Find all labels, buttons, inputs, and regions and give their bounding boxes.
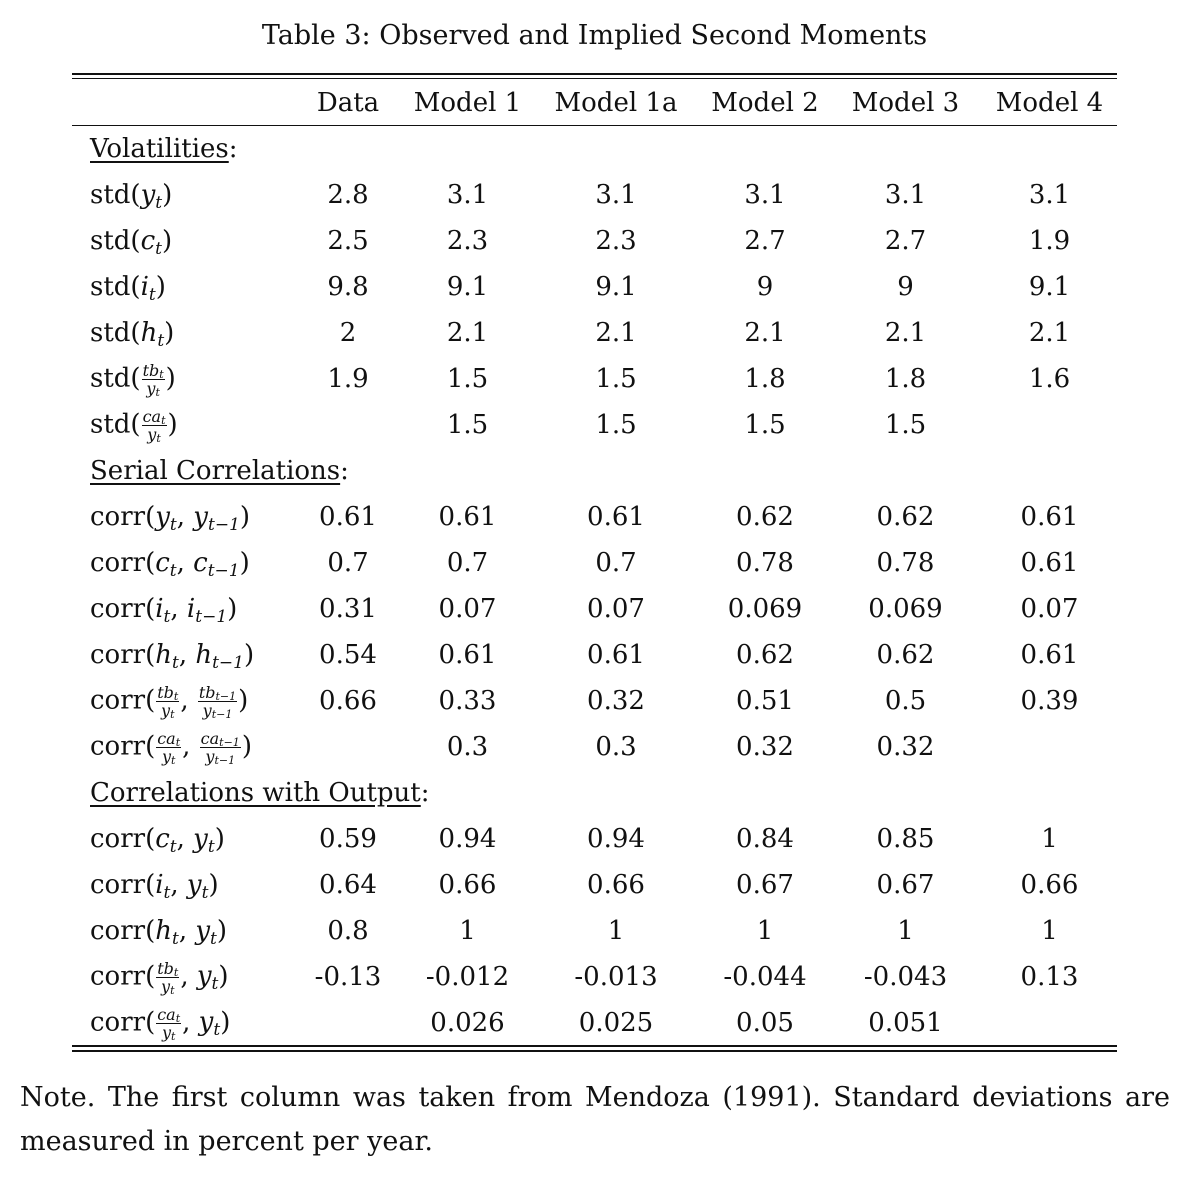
- table-cell: [982, 1000, 1117, 1046]
- table-cell: 1: [607, 916, 625, 946]
- table-cell: 2: [339, 318, 357, 348]
- table-cell: 0.026: [430, 1008, 505, 1038]
- row-label: corr( $\frac{ca_t}{y_t}$ , $\frac{ca_{t-1}}{y_{t-1}}$ ): [90, 728, 252, 767]
- table-cell: [292, 724, 404, 770]
- table-row: [72, 264, 1117, 310]
- table-cell: 1.5: [595, 364, 637, 394]
- table-cell: 0.3: [446, 732, 489, 762]
- table-cell: 0.62: [736, 640, 794, 670]
- section-row-volatilities: [72, 126, 1117, 172]
- table-cell: 0.32: [736, 732, 794, 762]
- table-row: [72, 678, 1117, 724]
- section-row-serial: [72, 448, 1117, 494]
- table-cell: 0.61: [438, 502, 497, 532]
- table-cell: 0.32: [587, 686, 645, 716]
- table-row: [72, 586, 1117, 632]
- table-cell: 9.1: [595, 272, 637, 302]
- table-cell: 0.67: [876, 870, 935, 900]
- table-cell: [292, 1000, 404, 1046]
- table-row: [72, 494, 1117, 540]
- table-cell: 2.3: [595, 226, 637, 256]
- table-cell: 9.1: [1028, 272, 1071, 302]
- table-cell: 9: [756, 272, 774, 302]
- header-model-1: Model 1: [413, 87, 522, 118]
- table-cell: 3.1: [1028, 180, 1071, 210]
- table-row: [72, 218, 1117, 264]
- table-cell: 0.13: [1020, 962, 1079, 992]
- table-cell: 0.33: [438, 686, 497, 716]
- table-cell: 0.94: [587, 824, 645, 854]
- table-cell: 3.1: [884, 180, 927, 210]
- table-cell: 0.61: [587, 640, 645, 670]
- table-cell: 9.1: [446, 272, 489, 302]
- table-cell: 0.051: [868, 1008, 943, 1038]
- table-row: [72, 816, 1117, 862]
- table-row: [72, 862, 1117, 908]
- table-cell: 1.9: [1028, 226, 1071, 256]
- header-model-1a: Model 1a: [554, 87, 678, 118]
- table-cell: 0.07: [438, 594, 497, 624]
- table-row: [72, 724, 1117, 770]
- table-cell: 1.9: [327, 364, 369, 394]
- table-cell: 1.5: [446, 410, 489, 440]
- table-cell: 0.069: [868, 594, 943, 624]
- section-volatilities: Volatilities:: [90, 134, 238, 164]
- table-cell: 0.84: [736, 824, 794, 854]
- table-row: [72, 402, 1117, 448]
- header-model-4: Model 4: [995, 87, 1104, 118]
- table-cell: 0.7: [595, 548, 637, 578]
- header-data: Data: [316, 87, 380, 118]
- row-label: $corr(h_t$, $y_t$): [90, 916, 228, 949]
- table-cell: -0.043: [863, 962, 948, 992]
- table-cell: 2.7: [884, 226, 927, 256]
- table-cell: 0.8: [327, 916, 369, 946]
- row-label: $std(c_t)$: [90, 226, 173, 259]
- section-correlations-with-output: Correlations with Output:: [90, 778, 430, 808]
- table-cell: 1: [1041, 824, 1058, 854]
- table-note: Note. The first column was taken from Mendoza (1991). Standard deviations are measured in percent per year.: [20, 1082, 1170, 1157]
- section-serial-correlations: Serial Correlations:: [90, 456, 349, 486]
- table-cell: 0.59: [319, 824, 377, 854]
- table-cell: 0.32: [876, 732, 935, 762]
- row-label: $std(h_t)$: [90, 318, 175, 351]
- table-cell: 1.5: [446, 364, 489, 394]
- table-row: [72, 540, 1117, 586]
- table-row: [72, 172, 1117, 218]
- table-cell: 2.3: [446, 226, 489, 256]
- table-row: [72, 632, 1117, 678]
- table-cell: 0.05: [736, 1008, 794, 1038]
- row-label: $std(i_t)$: [90, 272, 166, 305]
- row-label: corr( $\frac{tb_t}{y_t}$ , $y_t$): [90, 958, 229, 997]
- table-cell: 0.66: [587, 870, 645, 900]
- table-cell: 0.7: [327, 548, 369, 578]
- table-cell: 0.54: [319, 640, 377, 670]
- moments-table: [72, 79, 1117, 1046]
- table-caption: Table 3: Observed and Implied Second Moments: [261, 20, 928, 51]
- table-cell: 0.7: [446, 548, 489, 578]
- row-label: $corr(c_t$, $y_t$): [90, 824, 225, 857]
- table-cell: 0.07: [1020, 594, 1079, 624]
- table-row: [72, 954, 1117, 1000]
- table-cell: -0.012: [425, 962, 510, 992]
- header-model-3: Model 3: [851, 87, 960, 118]
- table-cell: 1.5: [595, 410, 637, 440]
- table-cell: 0.62: [876, 640, 935, 670]
- table-cell: 1.5: [884, 410, 927, 440]
- table-cell: 0.61: [1020, 640, 1079, 670]
- table-cell: 1.8: [744, 364, 786, 394]
- row-label: $std(y_t)$: [90, 180, 173, 213]
- top-rule-1: [72, 73, 1117, 75]
- table-cell: 2.1: [446, 318, 489, 348]
- table-cell: -0.013: [574, 962, 658, 992]
- table-cell: 1: [1041, 916, 1058, 946]
- table-cell: 0.66: [438, 870, 497, 900]
- table-cell: 1: [897, 916, 914, 946]
- table-cell: 2.1: [595, 318, 637, 348]
- table-cell: -0.044: [723, 962, 807, 992]
- row-label: corr( $\frac{ca_t}{y_t}$ , $y_t$): [90, 1004, 231, 1043]
- table-cell: 1: [756, 916, 774, 946]
- table-cell: 1.6: [1028, 364, 1071, 394]
- table-row: [72, 310, 1117, 356]
- table-cell: 0.61: [319, 502, 377, 532]
- table-cell: 2.1: [884, 318, 927, 348]
- table-cell: [982, 724, 1117, 770]
- table-cell: 2.1: [744, 318, 786, 348]
- table-cell: 1: [459, 916, 476, 946]
- table-cell: 0.78: [876, 548, 935, 578]
- table-cell: 0.61: [438, 640, 497, 670]
- table-cell: 0.5: [884, 686, 927, 716]
- table-cell: 0.67: [736, 870, 794, 900]
- section-row-output: [72, 770, 1117, 816]
- table-cell: 0.85: [876, 824, 935, 854]
- table-cell: 0.66: [1020, 870, 1079, 900]
- table-cell: 0.61: [587, 502, 645, 532]
- table-cell: 2.1: [1028, 318, 1071, 348]
- table-cell: 2.7: [744, 226, 786, 256]
- table-cell: -0.13: [314, 962, 382, 992]
- row-label: std( $\frac{tb_t}{y_t}$ ): [90, 360, 176, 399]
- table-cell: 0.61: [1020, 502, 1079, 532]
- table-cell: 0.069: [727, 594, 803, 624]
- table-cell: 3.1: [446, 180, 489, 210]
- table-row: [72, 356, 1117, 402]
- row-label: $corr(h_t$, $h_{t-1}$): [90, 640, 255, 673]
- header-row: [72, 79, 1117, 126]
- table-cell: 0.94: [438, 824, 497, 854]
- table-cell: 2.8: [327, 180, 369, 210]
- table-cell: [982, 402, 1117, 448]
- table-cell: 0.66: [319, 686, 377, 716]
- table-cell: 2.5: [327, 226, 369, 256]
- table-cell: 1.5: [744, 410, 786, 440]
- table-cell: [292, 402, 404, 448]
- table-cell: 9.8: [327, 272, 369, 302]
- row-label: $corr(i_t$, $i_{t-1}$): [90, 594, 238, 627]
- header-model-2: Model 2: [711, 87, 819, 118]
- header-blank: [72, 79, 292, 126]
- table-cell: 0.07: [587, 594, 645, 624]
- row-label: std( $\frac{ca_t}{y_t}$ ): [90, 406, 178, 445]
- table-cell: 3.1: [744, 180, 786, 210]
- row-label: corr( $\frac{tb_t}{y_t}$ , $\frac{tb_{t-1}}{y_{t-1}}$ ): [90, 682, 249, 721]
- table-cell: 0.31: [319, 594, 377, 624]
- table-row: [72, 908, 1117, 954]
- row-label: $corr(y_t$, $y_{t-1}$): [90, 502, 251, 535]
- table-cell: 0.025: [578, 1008, 654, 1038]
- table-cell: 0.62: [876, 502, 935, 532]
- table-cell: 0.51: [736, 686, 794, 716]
- table-row: [72, 1000, 1117, 1046]
- row-label: $corr(c_t$, $c_{t-1}$): [90, 548, 250, 581]
- row-label: $corr(i_t$, $y_t$): [90, 870, 219, 903]
- table-cell: 0.64: [319, 870, 377, 900]
- table-cell: 3.1: [595, 180, 637, 210]
- table-cell: 0.78: [736, 548, 794, 578]
- table-cell: 9: [897, 272, 914, 302]
- table-cell: 0.3: [595, 732, 637, 762]
- table-cell: 1.8: [884, 364, 927, 394]
- bottom-rule-2: [72, 1050, 1117, 1052]
- table-cell: 0.39: [1020, 686, 1079, 716]
- table-cell: 0.62: [736, 502, 794, 532]
- table-cell: 0.61: [1020, 548, 1079, 578]
